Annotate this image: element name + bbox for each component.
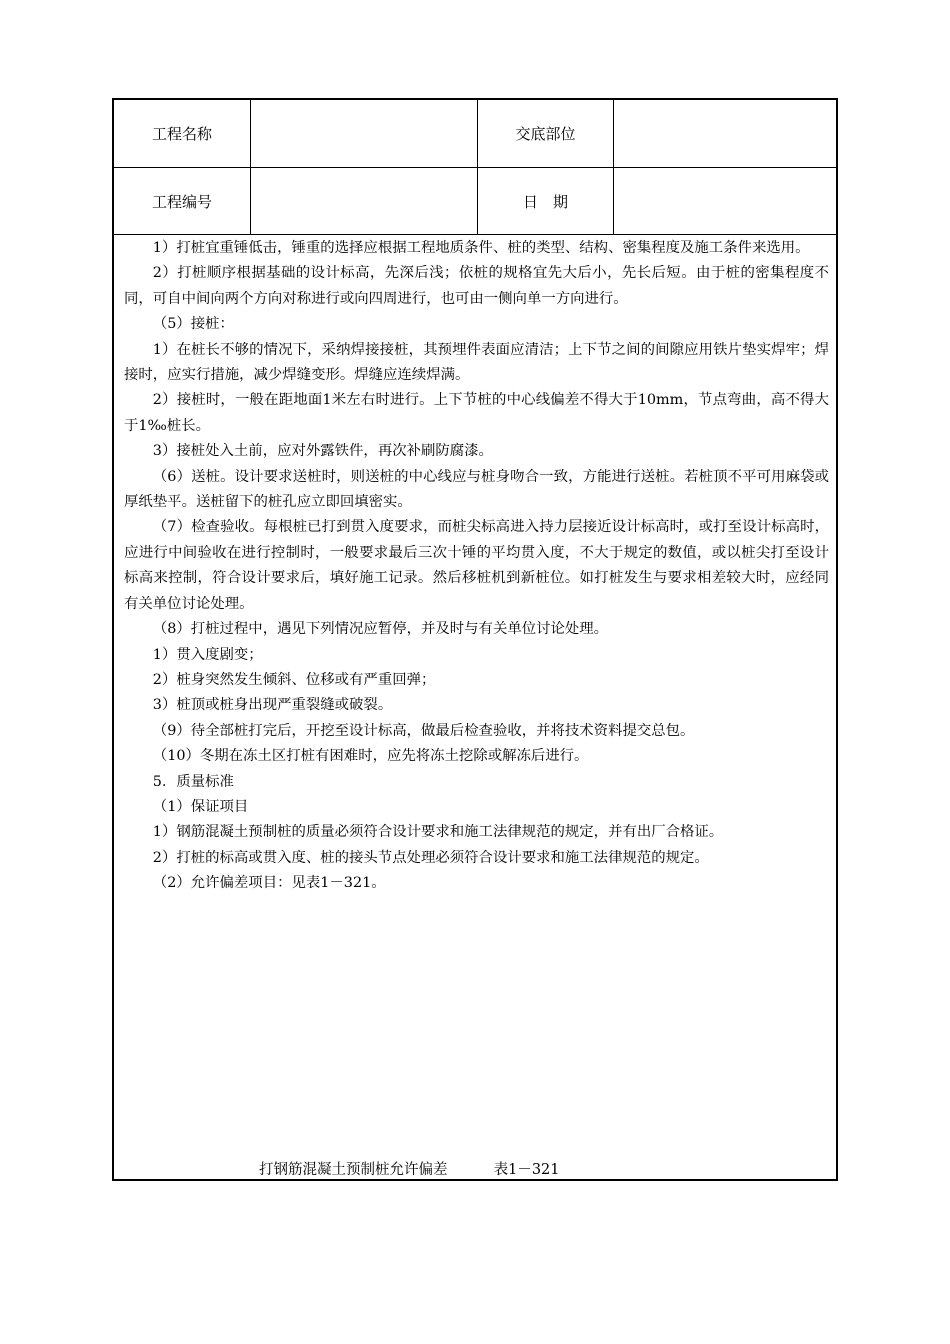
paragraph: 2）打桩顺序根据基础的设计标高，先深后浅；依桩的规格宜先大后小，先长后短。由于桩的密集程度不同，可自中间向两个方向对称进行或向四周进行，也可由一侧向单一方向进行。 (124, 265, 829, 307)
handover-content (124, 236, 829, 897)
project-no-label: 工程编号 (114, 168, 251, 235)
paragraph: （5）接桩： (152, 316, 234, 333)
date-label: 日 期 (478, 168, 614, 235)
paragraph: 1）钢筋混凝土预制桩的质量必须符合设计要求和施工法律规范的规定，并有出厂合格证。 (152, 824, 724, 841)
paragraph: （2）允许偏差项目：见表1－321。 (152, 875, 386, 892)
paragraph: 2）打桩的标高或贯入度、桩的接头节点处理必须符合设计要求和施工法律规范的规定。 (152, 849, 709, 866)
paragraph: 2）接桩时，一般在距地面1米左右时进行。上下节桩的中心线偏差不得大于10mm，节点弯曲，高不得大于1‰桩长。 (124, 392, 829, 434)
section-heading: 5．质量标准 (152, 773, 234, 790)
paragraph: （1）保证项目 (152, 798, 249, 815)
paragraph: 1）打桩宜重锤低击，锤重的选择应根据工程地质条件、桩的类型、结构、密集程度及施工条件来选用。 (152, 240, 810, 256)
paragraph: 1）贯入度剧变； (152, 646, 263, 663)
paragraph: 1）在桩长不够的情况下，采纳焊接接桩，其预埋件表面应清洁；上下节之间的间隙应用铁片垫实焊牢；焊接时，应实行措施，减少焊缝变形。焊缝应连续焊满。 (124, 341, 829, 384)
handover-part-label: 交底部位 (478, 100, 614, 168)
paragraph: 3）桩顶或桩身出现严重裂缝或破裂。 (152, 697, 393, 714)
project-name-value (251, 100, 478, 168)
paragraph: （9）待全部桩打完后，开挖至设计标高，做最后检查验收，并将技术资料提交总包。 (152, 722, 695, 739)
paragraph: （6）送桩。设计要求送桩时，则送桩的中心线应与桩身吻合一致，方能进行送桩。若桩顶不平可用麻袋或厚纸垫平。送桩留下的桩孔应立即回填密实。 (124, 468, 829, 511)
paragraph: （10）冬期在冻土区打桩有困难时，应先将冻土挖除或解冻后进行。 (152, 748, 589, 765)
handover-form (112, 98, 838, 1181)
project-name-label: 工程名称 (114, 100, 251, 168)
project-no-value (251, 168, 478, 235)
paragraph: （7）检查验收。每根桩已打到贯入度要求，而桩尖标高进入持力层接近设计标高时，或打至设计标高时，应进行中间验收在进行控制时，一般要求最后三次十锤的平均贯入度，不大于规定的数值，或以桩尖打至设计标高来控制，符合设计要求后，填好施工记录。然后移桩机到新桩位。如打桩发生与要求相差较大时，应经同有关单位讨论处理。 (124, 519, 829, 612)
date-value (614, 168, 836, 235)
paragraph: 2）桩身突然发生倾斜、位移或有严重回弹； (152, 671, 436, 688)
table-caption: 打钢筋混凝土预制桩允许偏差 表1－321 (259, 1162, 560, 1178)
form-header (114, 100, 836, 235)
handover-part-value (614, 100, 836, 168)
paragraph: （8）打桩过程中，遇见下列情况应暂停，并及时与有关单位讨论处理。 (152, 621, 609, 638)
paragraph: 3）接桩处入土前，应对外露铁件，再次补刷防腐漆。 (152, 443, 493, 460)
